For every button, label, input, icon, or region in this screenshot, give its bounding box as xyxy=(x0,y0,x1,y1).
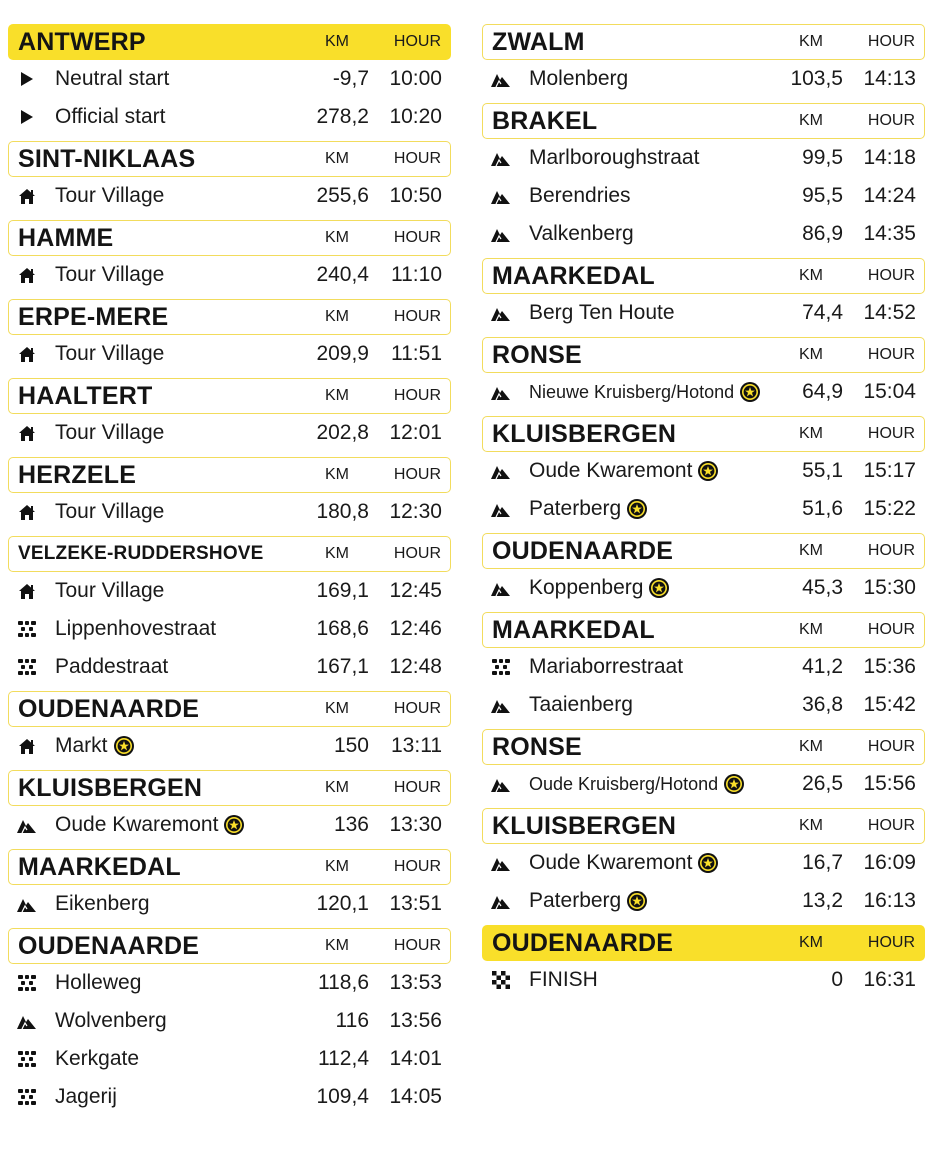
city-name: MAARKEDAL xyxy=(492,615,655,644)
schedule-row xyxy=(482,490,925,528)
hour-column-label: HOUR xyxy=(393,466,441,483)
distance-km: 112,4 xyxy=(318,1047,369,1070)
location-label: Eikenberg xyxy=(55,892,150,915)
passage-time: 15:04 xyxy=(863,380,916,403)
location-label: Tour Village xyxy=(55,184,165,207)
schedule-row xyxy=(482,177,925,215)
schedule-row xyxy=(482,882,925,920)
climb-icon xyxy=(491,774,511,794)
location-name xyxy=(55,813,244,837)
location-name xyxy=(55,67,169,91)
distance-km: 95,5 xyxy=(802,184,843,207)
location-label: Neutral start xyxy=(55,67,170,90)
location-label: Oude Kwaremont xyxy=(55,813,219,836)
cobble-icon xyxy=(17,1087,37,1107)
cobble-icon xyxy=(17,657,37,677)
location-name xyxy=(529,655,683,679)
section-header xyxy=(8,457,451,493)
schedule-row xyxy=(8,493,451,531)
location-name xyxy=(55,579,164,603)
schedule-column-right xyxy=(482,24,925,1004)
passage-time: 13:51 xyxy=(389,892,442,915)
hour-column-label: HOUR xyxy=(867,817,915,834)
distance-km: 116 xyxy=(335,1009,369,1032)
km-column-label: KM xyxy=(325,858,349,875)
schedule-row xyxy=(8,964,451,1002)
play-icon xyxy=(17,107,37,127)
distance-km: 255,6 xyxy=(316,184,369,207)
distance-km: 86,9 xyxy=(802,222,843,245)
distance-km: 13,2 xyxy=(802,889,843,912)
passage-time: 15:22 xyxy=(863,497,916,520)
passage-time: 16:31 xyxy=(863,968,916,991)
passage-time: 14:13 xyxy=(863,67,916,90)
location-name xyxy=(55,971,141,995)
climb-icon xyxy=(491,578,511,598)
km-column-label: KM xyxy=(325,700,349,717)
location-label: Tour Village xyxy=(55,579,165,602)
hour-column-label: HOUR xyxy=(393,700,441,717)
cobble-icon xyxy=(17,619,37,639)
section-header xyxy=(8,691,451,727)
star-icon xyxy=(114,736,134,756)
passage-time: 12:46 xyxy=(389,617,442,640)
play-icon xyxy=(17,69,37,89)
schedule-row xyxy=(482,648,925,686)
climb-icon xyxy=(491,303,511,323)
hour-column-label: HOUR xyxy=(867,112,915,129)
schedule-row xyxy=(482,294,925,332)
hour-column-label: HOUR xyxy=(393,937,441,954)
star-icon xyxy=(740,382,760,402)
location-name xyxy=(529,889,647,913)
star-icon xyxy=(627,891,647,911)
location-name xyxy=(529,301,675,325)
distance-km: 209,9 xyxy=(316,342,369,365)
km-column-label: KM xyxy=(799,621,823,638)
location-label: Paterberg xyxy=(529,497,622,520)
climb-icon xyxy=(17,894,37,914)
location-name xyxy=(529,576,669,600)
location-name xyxy=(55,263,164,287)
section-header xyxy=(8,378,451,414)
passage-time: 15:56 xyxy=(863,772,916,795)
km-column-label: KM xyxy=(799,267,823,284)
house-icon xyxy=(17,581,37,601)
climb-icon xyxy=(17,815,37,835)
distance-km: 120,1 xyxy=(316,892,369,915)
star-icon xyxy=(724,774,744,794)
city-name: ANTWERP xyxy=(18,27,146,56)
location-label: Jagerij xyxy=(55,1085,117,1108)
hour-column-label: HOUR xyxy=(867,346,915,363)
hour-column-label: HOUR xyxy=(867,621,915,638)
km-column-label: KM xyxy=(799,738,823,755)
schedule-row xyxy=(8,60,451,98)
passage-time: 13:30 xyxy=(389,813,442,836)
km-column-label: KM xyxy=(325,150,349,167)
location-name xyxy=(55,342,164,366)
location-label: Holleweg xyxy=(55,971,142,994)
km-column-label: KM xyxy=(325,545,349,562)
star-icon xyxy=(698,461,718,481)
location-name xyxy=(55,500,164,524)
distance-km: 103,5 xyxy=(790,67,843,90)
schedule-row xyxy=(482,139,925,177)
climb-icon xyxy=(491,69,511,89)
city-name: OUDENAARDE xyxy=(18,931,200,960)
location-label: Tour Village xyxy=(55,421,165,444)
schedule-row xyxy=(482,686,925,724)
hour-column-label: HOUR xyxy=(867,934,915,951)
distance-km: 168,6 xyxy=(316,617,369,640)
location-name xyxy=(529,497,647,521)
location-label: Oude Kruisberg/Hotond xyxy=(529,773,719,794)
passage-time: 14:24 xyxy=(863,184,916,207)
house-icon xyxy=(17,736,37,756)
location-name xyxy=(55,1085,117,1109)
location-label: Oude Kwaremont xyxy=(529,851,693,874)
distance-km: 99,5 xyxy=(802,146,843,169)
city-name: BRAKEL xyxy=(492,106,598,135)
location-label: Berendries xyxy=(529,184,631,207)
passage-time: 15:42 xyxy=(863,693,916,716)
km-column-label: KM xyxy=(325,937,349,954)
city-name: OUDENAARDE xyxy=(492,928,674,957)
distance-km: 26,5 xyxy=(802,772,843,795)
km-column-label: KM xyxy=(325,308,349,325)
section-header xyxy=(482,729,925,765)
location-name xyxy=(529,67,628,91)
city-name: SINT-NIKLAAS xyxy=(18,144,196,173)
distance-km: 202,8 xyxy=(316,421,369,444)
location-name xyxy=(55,734,134,758)
location-label: Koppenberg xyxy=(529,576,644,599)
hour-column-label: HOUR xyxy=(867,738,915,755)
km-column-label: KM xyxy=(799,33,823,50)
location-label: Nieuwe Kruisberg/Hotond xyxy=(529,381,735,402)
km-column-label: KM xyxy=(325,229,349,246)
schedule-row xyxy=(8,648,451,686)
schedule-row xyxy=(8,1040,451,1078)
schedule-row xyxy=(482,60,925,98)
location-label: FINISH xyxy=(529,968,598,991)
location-name xyxy=(529,146,699,170)
passage-time: 16:09 xyxy=(863,851,916,874)
distance-km: 150 xyxy=(333,734,369,757)
km-column-label: KM xyxy=(325,387,349,404)
schedule-row xyxy=(8,414,451,452)
house-icon xyxy=(17,265,37,285)
hour-column-label: HOUR xyxy=(393,229,441,246)
climb-icon xyxy=(491,499,511,519)
section-header xyxy=(482,416,925,452)
schedule-row xyxy=(8,610,451,648)
location-name xyxy=(55,1047,139,1071)
km-column-label: KM xyxy=(799,112,823,129)
star-icon xyxy=(698,853,718,873)
distance-km: 55,1 xyxy=(802,459,843,482)
passage-time: 14:35 xyxy=(863,222,916,245)
passage-time: 12:45 xyxy=(389,579,442,602)
location-name xyxy=(529,459,718,483)
distance-km: 169,1 xyxy=(316,579,369,602)
house-icon xyxy=(17,502,37,522)
location-label: Official start xyxy=(55,105,166,128)
location-label: Tour Village xyxy=(55,263,165,286)
house-icon xyxy=(17,186,37,206)
location-label: Taaienberg xyxy=(529,693,633,716)
hour-column-label: HOUR xyxy=(393,387,441,404)
distance-km: 180,8 xyxy=(316,500,369,523)
location-name xyxy=(529,774,744,795)
distance-km: 109,4 xyxy=(316,1085,369,1108)
hour-column-label: HOUR xyxy=(867,425,915,442)
climb-icon xyxy=(491,186,511,206)
city-name: ERPE-MERE xyxy=(18,302,169,331)
section-header xyxy=(8,770,451,806)
location-label: Oude Kwaremont xyxy=(529,459,693,482)
location-label: Marlboroughstraat xyxy=(529,146,700,169)
climb-icon xyxy=(491,695,511,715)
star-icon xyxy=(224,815,244,835)
passage-time: 15:30 xyxy=(863,576,916,599)
location-label: Markt xyxy=(55,734,108,757)
climb-icon xyxy=(17,1011,37,1031)
location-name xyxy=(55,1009,167,1033)
hour-column-label: HOUR xyxy=(393,858,441,875)
city-name: KLUISBERGEN xyxy=(492,811,677,840)
passage-time: 11:10 xyxy=(391,263,442,286)
city-name: MAARKEDAL xyxy=(18,852,181,881)
location-name xyxy=(55,421,164,445)
distance-km: 64,9 xyxy=(802,380,843,403)
passage-time: 14:52 xyxy=(863,301,916,324)
schedule-row xyxy=(482,215,925,253)
passage-time: 12:48 xyxy=(389,655,442,678)
hour-column-label: HOUR xyxy=(867,267,915,284)
location-label: Lippenhovestraat xyxy=(55,617,217,640)
passage-time: 14:01 xyxy=(389,1047,442,1070)
location-name xyxy=(529,382,760,403)
city-name: RONSE xyxy=(492,732,582,761)
section-header xyxy=(8,849,451,885)
schedule-row xyxy=(8,177,451,215)
location-label: Kerkgate xyxy=(55,1047,140,1070)
location-name xyxy=(529,184,631,208)
location-label: Valkenberg xyxy=(529,222,634,245)
climb-icon xyxy=(491,148,511,168)
distance-km: 240,4 xyxy=(316,263,369,286)
schedule-row xyxy=(8,98,451,136)
section-header xyxy=(482,103,925,139)
hour-column-label: HOUR xyxy=(393,150,441,167)
distance-km: 51,6 xyxy=(802,497,843,520)
climb-icon xyxy=(491,853,511,873)
city-name: RONSE xyxy=(492,340,582,369)
schedule-row xyxy=(8,727,451,765)
section-header xyxy=(8,24,451,60)
distance-km: 0 xyxy=(831,968,843,991)
km-column-label: KM xyxy=(325,33,349,50)
section-spacer xyxy=(482,999,925,1004)
passage-time: 13:53 xyxy=(389,971,442,994)
section-header xyxy=(8,536,451,572)
km-column-label: KM xyxy=(799,934,823,951)
km-column-label: KM xyxy=(799,542,823,559)
km-column-label: KM xyxy=(325,466,349,483)
schedule-row xyxy=(482,452,925,490)
schedule-row xyxy=(8,1078,451,1116)
passage-time: 12:01 xyxy=(389,421,442,444)
hour-column-label: HOUR xyxy=(393,33,441,50)
passage-time: 11:51 xyxy=(391,342,442,365)
passage-time: 16:13 xyxy=(863,889,916,912)
city-name: KLUISBERGEN xyxy=(492,419,677,448)
schedule-row xyxy=(8,335,451,373)
distance-km: 45,3 xyxy=(802,576,843,599)
location-label: Paterberg xyxy=(529,889,622,912)
passage-time: 15:17 xyxy=(863,459,916,482)
passage-time: 10:20 xyxy=(389,105,442,128)
house-icon xyxy=(17,344,37,364)
schedule-row xyxy=(8,256,451,294)
location-label: Molenberg xyxy=(529,67,629,90)
climb-icon xyxy=(491,891,511,911)
location-label: Wolvenberg xyxy=(55,1009,167,1032)
passage-time: 10:50 xyxy=(389,184,442,207)
section-header xyxy=(482,258,925,294)
city-name: KLUISBERGEN xyxy=(18,773,203,802)
section-header xyxy=(482,808,925,844)
city-name: HAALTERT xyxy=(18,381,153,410)
city-name: MAARKEDAL xyxy=(492,261,655,290)
location-name xyxy=(55,105,165,129)
star-icon xyxy=(627,499,647,519)
house-icon xyxy=(17,423,37,443)
hour-column-label: HOUR xyxy=(393,545,441,562)
climb-icon xyxy=(491,461,511,481)
section-header xyxy=(482,612,925,648)
passage-time: 14:18 xyxy=(863,146,916,169)
schedule-row xyxy=(8,885,451,923)
schedule-row xyxy=(482,569,925,607)
section-header xyxy=(8,220,451,256)
distance-km: 41,2 xyxy=(802,655,843,678)
schedule-row xyxy=(8,806,451,844)
section-header xyxy=(482,533,925,569)
location-name xyxy=(55,617,216,641)
hour-column-label: HOUR xyxy=(393,779,441,796)
distance-km: -9,7 xyxy=(332,67,369,90)
schedule-row xyxy=(482,844,925,882)
passage-time: 10:00 xyxy=(389,67,442,90)
hour-column-label: HOUR xyxy=(867,542,915,559)
city-name: OUDENAARDE xyxy=(492,536,674,565)
star-icon xyxy=(649,578,669,598)
section-header xyxy=(8,928,451,964)
km-column-label: KM xyxy=(799,425,823,442)
schedule-row xyxy=(8,572,451,610)
cobble-icon xyxy=(17,973,37,993)
finish-flag-icon xyxy=(491,970,511,990)
location-name xyxy=(55,892,150,916)
location-name xyxy=(529,222,634,246)
distance-km: 16,7 xyxy=(802,851,843,874)
section-header xyxy=(482,24,925,60)
km-column-label: KM xyxy=(799,817,823,834)
section-spacer xyxy=(8,1116,451,1121)
location-name xyxy=(529,968,598,992)
schedule-column-left xyxy=(8,24,451,1121)
location-name xyxy=(55,184,164,208)
city-name: ZWALM xyxy=(492,27,585,56)
passage-time: 13:11 xyxy=(391,734,442,757)
km-column-label: KM xyxy=(799,346,823,363)
passage-time: 15:36 xyxy=(863,655,916,678)
location-label: Berg Ten Houte xyxy=(529,301,675,324)
city-name: VELZEKE-RUDDERSHOVE xyxy=(18,543,264,564)
location-label: Tour Village xyxy=(55,342,165,365)
distance-km: 278,2 xyxy=(316,105,369,128)
climb-icon xyxy=(491,224,511,244)
hour-column-label: HOUR xyxy=(867,33,915,50)
distance-km: 118,6 xyxy=(318,971,369,994)
passage-time: 12:30 xyxy=(389,500,442,523)
city-name: HAMME xyxy=(18,223,114,252)
hour-column-label: HOUR xyxy=(393,308,441,325)
location-label: Mariaborrestraat xyxy=(529,655,684,678)
section-header xyxy=(482,925,925,961)
distance-km: 167,1 xyxy=(316,655,369,678)
section-header xyxy=(8,141,451,177)
location-label: Paddestraat xyxy=(55,655,169,678)
city-name: HERZELE xyxy=(18,460,137,489)
location-name xyxy=(529,851,718,875)
distance-km: 136 xyxy=(333,813,369,836)
km-column-label: KM xyxy=(325,779,349,796)
location-label: Tour Village xyxy=(55,500,165,523)
section-header xyxy=(482,337,925,373)
cobble-icon xyxy=(491,657,511,677)
schedule-row xyxy=(482,765,925,803)
schedule-row xyxy=(482,373,925,411)
location-name xyxy=(529,693,633,717)
schedule-row xyxy=(482,961,925,999)
distance-km: 74,4 xyxy=(802,301,843,324)
distance-km: 36,8 xyxy=(802,693,843,716)
climb-icon xyxy=(491,382,511,402)
cobble-icon xyxy=(17,1049,37,1069)
schedule-row xyxy=(8,1002,451,1040)
section-header xyxy=(8,299,451,335)
city-name: OUDENAARDE xyxy=(18,694,200,723)
passage-time: 13:56 xyxy=(389,1009,442,1032)
passage-time: 14:05 xyxy=(389,1085,442,1108)
location-name xyxy=(55,655,168,679)
